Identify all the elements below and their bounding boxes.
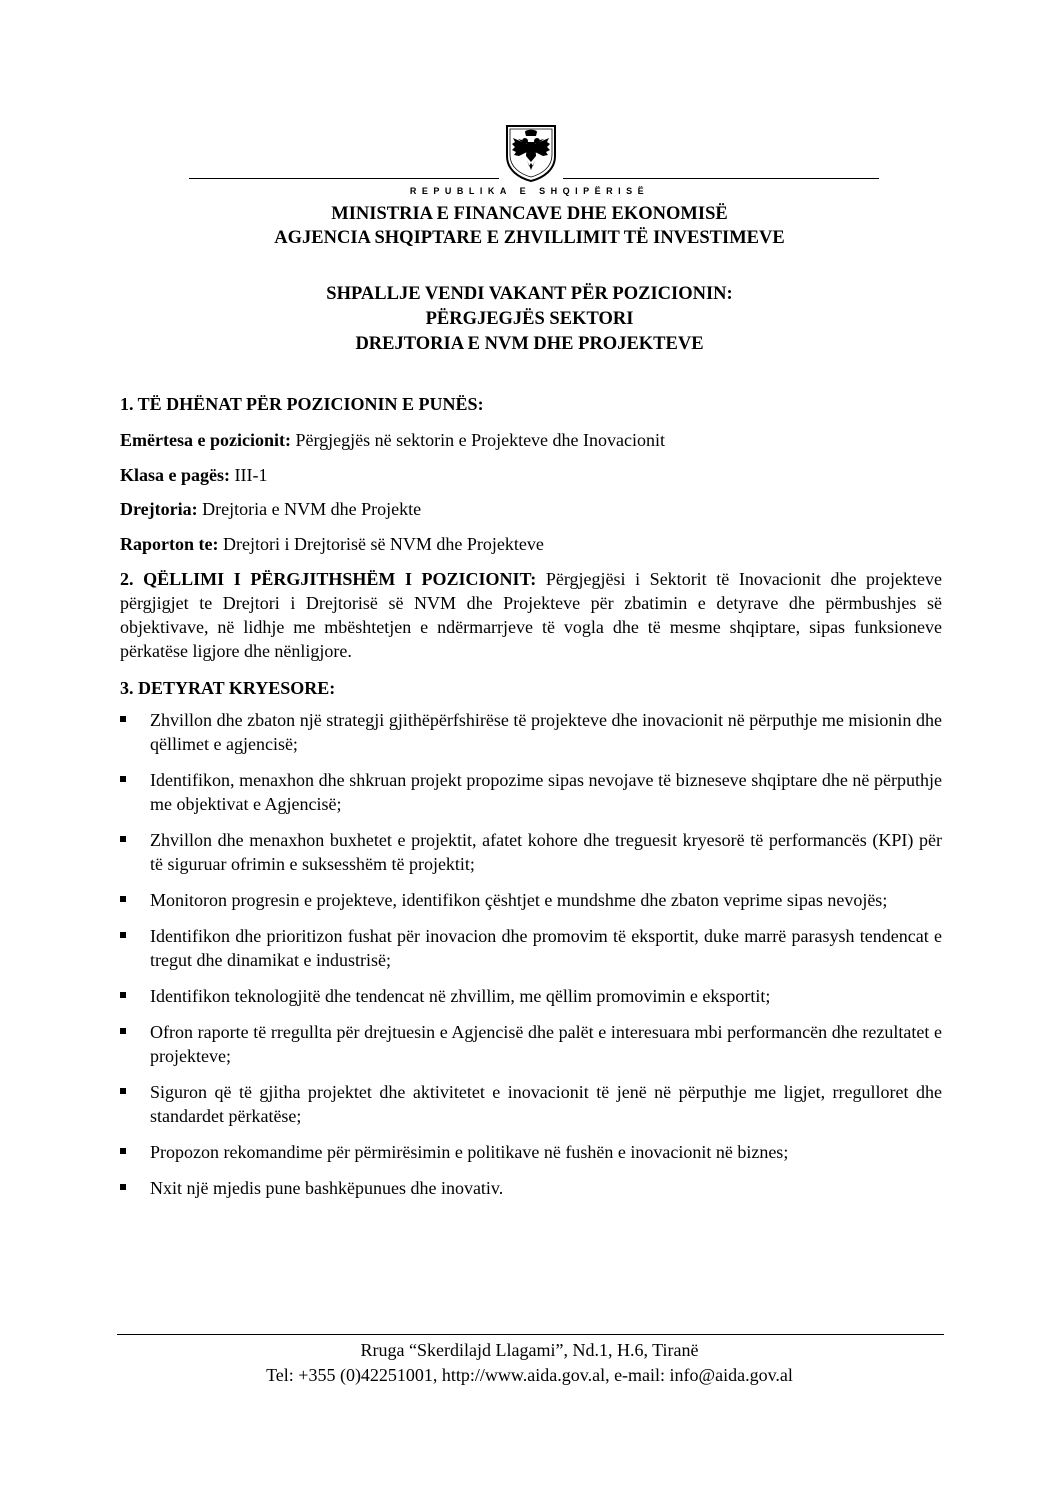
list-item-text: Identifikon teknologjitë dhe tendencat në zhvillim, me qëllim promovimin e eksportit; xyxy=(150,986,771,1006)
field-position-name xyxy=(120,428,942,452)
field-label: Raporton te: xyxy=(120,534,219,554)
header-divider-right xyxy=(563,178,879,179)
list-item-text: Monitoron progresin e projekteve, identifikon çështjet e mundshme dhe zbaton veprime sipas nevojës; xyxy=(150,890,888,910)
list-item xyxy=(120,1140,942,1164)
section-2-heading: 2. QËLLIMI I PËRGJITHSHËM I POZICIONIT: xyxy=(120,569,537,589)
bullet-square-icon xyxy=(120,716,126,722)
bullet-square-icon xyxy=(120,1184,126,1190)
list-item xyxy=(120,888,942,912)
field-label: Emërtesa e pozicionit: xyxy=(120,430,291,450)
section-1-heading: 1. TË DHËNAT PËR POZICIONIN E PUNËS: xyxy=(120,394,484,414)
section-2-text: Përgjegjësi i Sektorit të Inovacionit dhe projekteve përgjigjet te Drejtori i Drejtorisë së NVM dhe Projekteve për zbatimin e detyrave dhe përmbushjes së objektivave, në lidhje me mbështetjen e ndërmarrjeve të vogla dhe të mesme shqiptare, sipas funksioneve përkatëse ligjore dhe nënligjore. xyxy=(120,569,942,661)
agency-name: AGJENCIA SHQIPTARE E ZHVILLIMIT TË INVESTIMEVE xyxy=(274,228,785,248)
bullet-square-icon xyxy=(120,896,126,902)
field-value: Përgjegjës në sektorin e Projekteve dhe Inovacionit xyxy=(290,430,666,450)
list-item xyxy=(120,1020,942,1068)
field-salary-class xyxy=(120,463,942,487)
field-value: III-1 xyxy=(230,465,268,485)
bullet-square-icon xyxy=(120,836,126,842)
list-item-text: Identifikon dhe prioritizon fushat për inovacion dhe promovim të eksportit, duke marrë parasysh tendencat e tregut dhe dinamikat e industrisë; xyxy=(150,926,942,970)
bullet-square-icon xyxy=(120,1148,126,1154)
title-line-3: DREJTORIA E NVM DHE PROJEKTEVE xyxy=(355,334,704,354)
field-label: Klasa e pagës: xyxy=(120,465,230,485)
list-item-text: Siguron që të gjitha projektet dhe aktivitetet e inovacionit të jenë në përputhje me ligjet, rregulloret dhe standardet përkatëse; xyxy=(150,1082,942,1126)
list-item xyxy=(120,1176,942,1200)
republic-label: REPUBLIKA E SHQIPËRISË xyxy=(409,186,650,196)
list-item-text: Zhvillon dhe zbaton një strategji gjithëpërfshirëse të projekteve dhe inovacionit në përputhje me misionin dhe qëllimet e agjencisë; xyxy=(150,710,942,754)
list-item xyxy=(120,984,942,1008)
list-item xyxy=(120,924,942,972)
footer-contact: Tel: +355 (0)42251001, http://www.aida.gov.al, e-mail: info@aida.gov.al xyxy=(266,1365,793,1385)
footer-divider xyxy=(117,1334,944,1335)
list-item-text: Ofron raporte të rregullta për drejtuesin e Agjencisë dhe palët e interesuara mbi performancën dhe rezultatet e projekteve; xyxy=(150,1022,942,1066)
bullet-square-icon xyxy=(120,1088,126,1094)
footer-address: Rruga “Skerdilajd Llagami”, Nd.1, H.6, Tiranë xyxy=(360,1340,699,1360)
albanian-eagle-emblem-icon xyxy=(503,122,559,182)
bullet-square-icon xyxy=(120,932,126,938)
bullet-square-icon xyxy=(120,992,126,998)
section-3-heading: 3. DETYRAT KRYESORE: xyxy=(120,678,336,698)
bullet-square-icon xyxy=(120,776,126,782)
list-item-text: Propozon rekomandime për përmirësimin e politikave në fushën e inovacionit në biznes; xyxy=(150,1142,789,1162)
title-line-2: PËRGJEGJËS SEKTORI xyxy=(425,309,634,329)
list-item xyxy=(120,828,942,876)
field-reports-to xyxy=(120,532,942,556)
bullet-square-icon xyxy=(120,1028,126,1034)
field-value: Drejtori i Drejtorisë së NVM dhe Projekteve xyxy=(218,534,544,554)
field-value: Drejtoria e NVM dhe Projekte xyxy=(197,499,422,519)
list-item xyxy=(120,768,942,816)
ministry-name: MINISTRIA E FINANCAVE DHE EKONOMISË xyxy=(331,204,728,224)
field-label: Drejtoria: xyxy=(120,499,198,519)
list-item-text: Zhvillon dhe menaxhon buxhetet e projektit, afatet kohore dhe treguesit kryesorë të performancës (KPI) për të siguruar ofrimin e suksesshëm të projektit; xyxy=(150,830,942,874)
list-item-text: Identifikon, menaxhon dhe shkruan projekt propozime sipas nevojave të bizneseve shqiptare dhe në përputhje me objektivat e Agjencisë; xyxy=(150,770,942,814)
list-item xyxy=(120,1080,942,1128)
list-item-text: Nxit një mjedis pune bashkëpunues dhe inovativ. xyxy=(150,1178,504,1198)
header-divider-left xyxy=(189,178,499,179)
duties-list xyxy=(120,708,942,1212)
list-item xyxy=(120,708,942,756)
title-line-1: SHPALLJE VENDI VAKANT PËR POZICIONIN: xyxy=(326,284,733,304)
section-2-paragraph xyxy=(120,567,942,663)
field-directorate xyxy=(120,497,942,521)
